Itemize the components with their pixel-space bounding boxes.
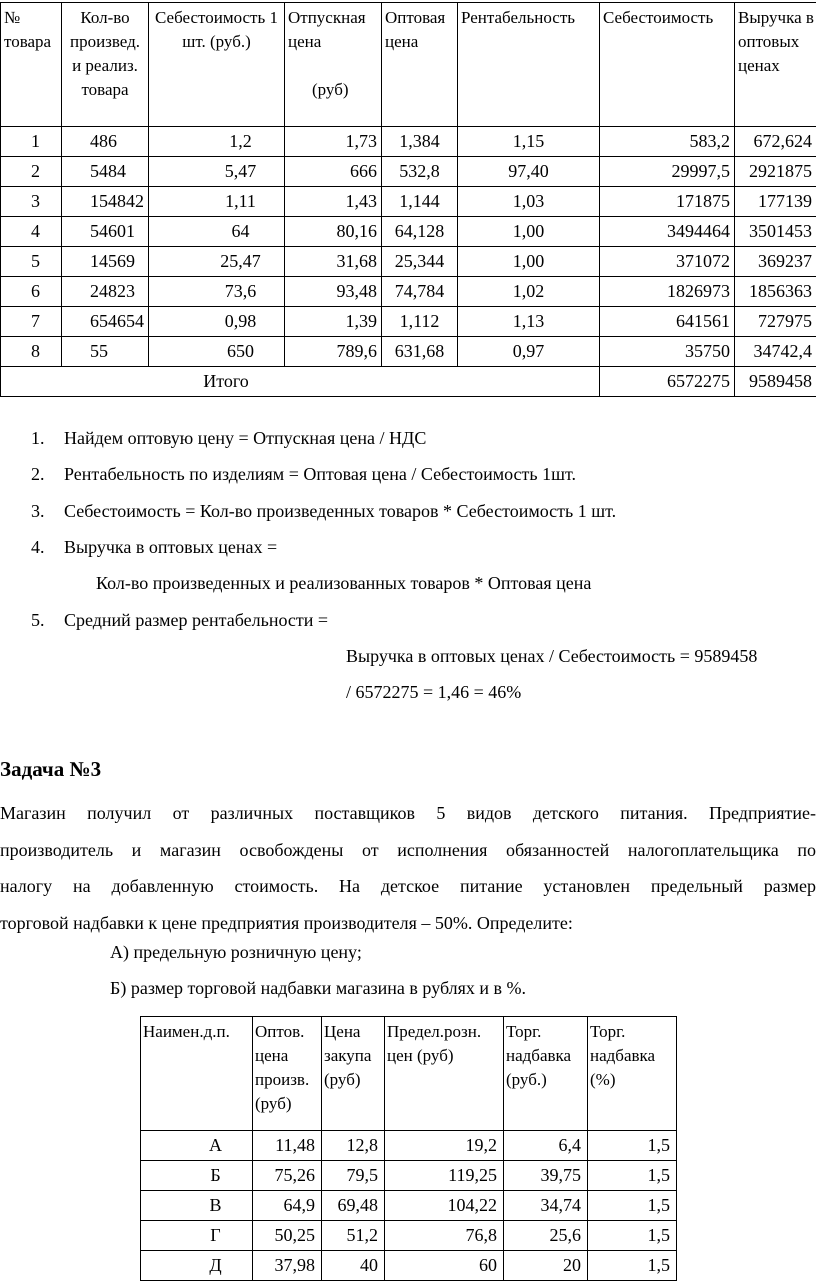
table-cell: 93,48 [285, 277, 382, 307]
products-table [0, 2, 816, 397]
table-cell: 2921875 [735, 157, 816, 187]
table-cell: 0,97 [458, 337, 600, 367]
table-cell: 5 [1, 247, 62, 277]
col-header-cost: Себестоимость [600, 3, 735, 127]
table-row [141, 1221, 677, 1251]
table-cell: 1,00 [458, 247, 600, 277]
col-header-max-retail-price: Предел.розн. цен (руб) [385, 1017, 504, 1131]
table-cell: 31,68 [285, 247, 382, 277]
table-cell: 154842 [62, 187, 149, 217]
table-cell: 2 [1, 157, 62, 187]
baby-food-table [140, 1016, 677, 1281]
task-item-b: Б) размер торговой надбавки магазина в рублях и в %. [110, 978, 526, 999]
total-cost: 6572275 [600, 367, 735, 397]
col-header-revenue: Выручка в оптовых ценах [735, 3, 816, 127]
table-cell: Б [141, 1161, 253, 1191]
col-header-unit-cost: Себестоимость 1 шт. (руб.) [149, 3, 285, 127]
paragraph-line: налогу на добавленную стоимость. На детское питание установлен предельный размер [0, 868, 816, 905]
table-cell: 97,40 [458, 157, 600, 187]
table-row [1, 307, 816, 337]
table-cell: 1,39 [285, 307, 382, 337]
table-cell: 25,6 [504, 1221, 588, 1251]
table-cell: 104,22 [385, 1191, 504, 1221]
table-cell: 1,5 [588, 1251, 677, 1281]
release-price-unit: (руб) [288, 80, 349, 99]
table-row [1, 277, 816, 307]
table-cell: 1856363 [735, 277, 816, 307]
table-cell: 80,16 [285, 217, 382, 247]
table-cell: 1,5 [588, 1131, 677, 1161]
col-header-wholesale-price: Оптов. цена произв. (руб) [253, 1017, 322, 1131]
table-cell: 6,4 [504, 1131, 588, 1161]
col-header-name: Наимен.д.п. [141, 1017, 253, 1131]
table-cell: 1,5 [588, 1221, 677, 1251]
table-row [141, 1251, 677, 1281]
table-cell: 789,6 [285, 337, 382, 367]
table-cell: 654654 [62, 307, 149, 337]
col-header-quantity: Кол-во произвед. и реализ. товара [62, 3, 149, 127]
table-cell: 29997,5 [600, 157, 735, 187]
table-cell: 3494464 [600, 217, 735, 247]
table-cell: 666 [285, 157, 382, 187]
table-cell: 8 [1, 337, 62, 367]
table-cell: 1,144 [382, 187, 458, 217]
table-cell: 34,74 [504, 1191, 588, 1221]
table-cell: 486 [62, 127, 149, 157]
table-cell: 1,112 [382, 307, 458, 337]
table-cell: 6 [1, 277, 62, 307]
table-cell: 3 [1, 187, 62, 217]
table-header-row [1, 3, 816, 127]
table-cell: 54601 [62, 217, 149, 247]
table-cell: 74,784 [382, 277, 458, 307]
table-cell: 171875 [600, 187, 735, 217]
table-cell: 12,8 [322, 1131, 385, 1161]
table-cell: 55 [62, 337, 149, 367]
task-title: Задача №3 [0, 757, 101, 782]
table-cell: 25,344 [382, 247, 458, 277]
task-item-a: А) предельную розничную цену; [110, 942, 362, 963]
table-cell: 4 [1, 217, 62, 247]
table-cell: 73,6 [149, 277, 285, 307]
table-cell: Г [141, 1221, 253, 1251]
table-cell: 60 [385, 1251, 504, 1281]
table-cell: 371072 [600, 247, 735, 277]
table-cell: 11,48 [253, 1131, 322, 1161]
table-cell: 50,25 [253, 1221, 322, 1251]
table-cell: 1,13 [458, 307, 600, 337]
col-header-markup-rub: Торг. надбавка (руб.) [504, 1017, 588, 1131]
table-cell: 650 [149, 337, 285, 367]
table-cell: 1,02 [458, 277, 600, 307]
table-header-row [141, 1017, 677, 1131]
table-cell: 51,2 [322, 1221, 385, 1251]
table-cell: 672,624 [735, 127, 816, 157]
table-row [1, 157, 816, 187]
table-row [1, 187, 816, 217]
total-revenue: 9589458 [735, 367, 816, 397]
table-cell: 1,43 [285, 187, 382, 217]
table-cell: 14569 [62, 247, 149, 277]
total-label: Итого [1, 367, 600, 397]
table-cell: 40 [322, 1251, 385, 1281]
table-cell: 641561 [600, 307, 735, 337]
paragraph-line: производитель и магазин освобождены от исполнения обязанностей налогоплательщика по [0, 832, 816, 869]
table-row [1, 337, 816, 367]
table-cell: 1,384 [382, 127, 458, 157]
paragraph-line: Магазин получил от различных поставщиков 5 видов детского питания. Предприятие- [0, 795, 816, 832]
table-cell: 5,47 [149, 157, 285, 187]
table-cell: 64 [149, 217, 285, 247]
table-cell: 24823 [62, 277, 149, 307]
table-cell: 35750 [600, 337, 735, 367]
table-cell: 0,98 [149, 307, 285, 337]
table-cell: 39,75 [504, 1161, 588, 1191]
table-cell: 79,5 [322, 1161, 385, 1191]
table-row [141, 1191, 677, 1221]
table-cell: А [141, 1131, 253, 1161]
list-item-continuation: / 6572275 = 1,46 = 46% [346, 682, 521, 703]
table-cell: 1,00 [458, 217, 600, 247]
list-item-continuation: Выручка в оптовых ценах / Себестоимость = 9589458 [346, 646, 757, 667]
table-cell: 631,68 [382, 337, 458, 367]
list-item-continuation: Кол-во произведенных и реализованных товаров * Оптовая цена [96, 573, 591, 594]
table-cell: 1,5 [588, 1191, 677, 1221]
table-cell: 64,9 [253, 1191, 322, 1221]
table-cell: 69,48 [322, 1191, 385, 1221]
table-cell: 5484 [62, 157, 149, 187]
table-cell: 1,5 [588, 1161, 677, 1191]
col-header-wholesale-price: Оптовая цена [382, 3, 458, 127]
table-cell: 583,2 [600, 127, 735, 157]
table-cell: 1,11 [149, 187, 285, 217]
table-cell: 1,03 [458, 187, 600, 217]
table-row [1, 127, 816, 157]
col-header-purchase-price: Цена закупа (руб) [322, 1017, 385, 1131]
paragraph-line: торговой надбавки к цене предприятия производителя – 50%. Определите: [0, 905, 816, 942]
table-cell: 19,2 [385, 1131, 504, 1161]
table-cell: 75,26 [253, 1161, 322, 1191]
table-row [141, 1131, 677, 1161]
table-cell: 177139 [735, 187, 816, 217]
col-header-release-price: Отпускная цена (руб) [285, 3, 382, 127]
table-cell: 64,128 [382, 217, 458, 247]
table-cell: 37,98 [253, 1251, 322, 1281]
table-cell: 76,8 [385, 1221, 504, 1251]
table-cell: 532,8 [382, 157, 458, 187]
table-row [141, 1161, 677, 1191]
table-cell: 119,25 [385, 1161, 504, 1191]
table-cell: 34742,4 [735, 337, 816, 367]
col-header-markup-pct: Торг. надбавка (%) [588, 1017, 677, 1131]
col-header-profitability: Рентабельность [458, 3, 600, 127]
table-cell: 1,15 [458, 127, 600, 157]
table-cell: 3501453 [735, 217, 816, 247]
table-cell: 1,2 [149, 127, 285, 157]
table-cell: 20 [504, 1251, 588, 1281]
col-header-number: № товара [1, 3, 62, 127]
table-cell: 25,47 [149, 247, 285, 277]
table-total-row [1, 367, 816, 397]
table-cell: 1 [1, 127, 62, 157]
table-cell: 727975 [735, 307, 816, 337]
table-row [1, 247, 816, 277]
table-cell: 1826973 [600, 277, 735, 307]
table-cell: Д [141, 1251, 253, 1281]
task-description [0, 795, 816, 941]
table-cell: В [141, 1191, 253, 1221]
table-row [1, 217, 816, 247]
table-cell: 1,73 [285, 127, 382, 157]
table-cell: 7 [1, 307, 62, 337]
table-cell: 369237 [735, 247, 816, 277]
